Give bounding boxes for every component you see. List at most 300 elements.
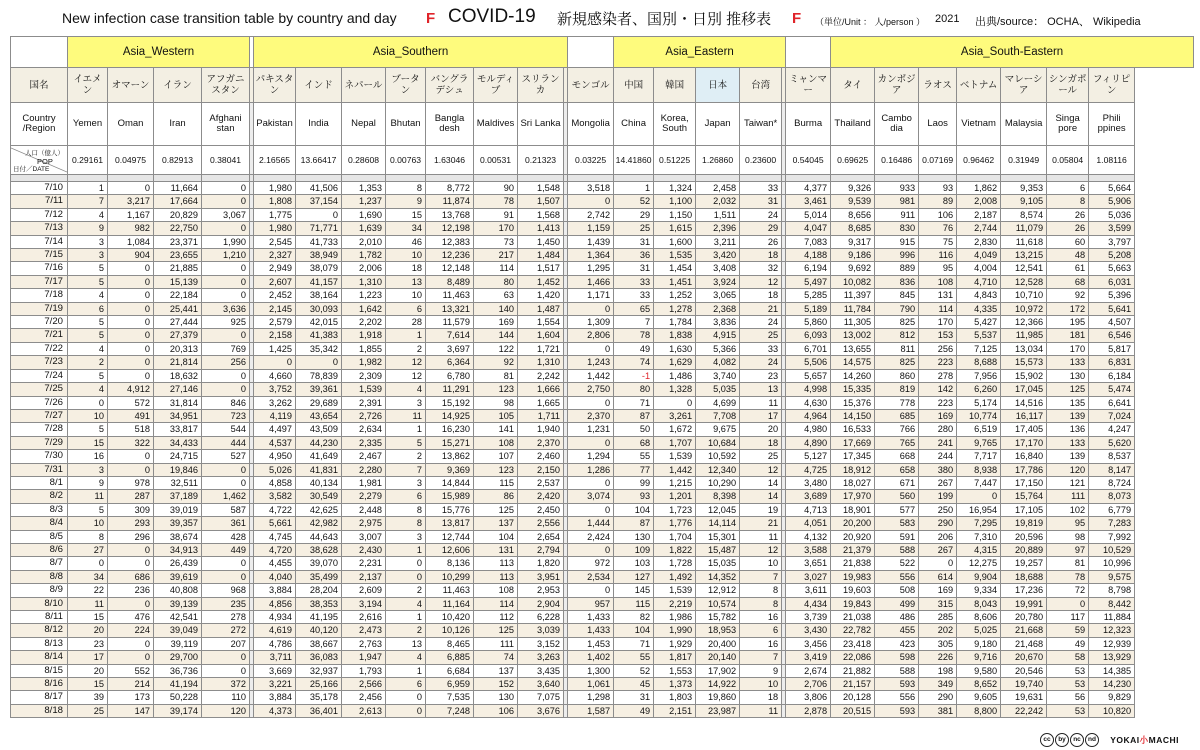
case-count-cell: 1,300 <box>568 664 614 677</box>
case-count-cell: 2,450 <box>518 503 564 516</box>
case-count-cell: 8 <box>386 182 426 195</box>
case-count-cell: 6,031 <box>1089 275 1135 288</box>
case-count-cell: 42,625 <box>296 503 342 516</box>
case-count-cell: 4,537 <box>254 436 296 449</box>
case-count-cell: 144 <box>474 329 518 342</box>
case-count-cell: 3,797 <box>1089 235 1135 248</box>
case-count-cell: 3,636 <box>202 302 250 315</box>
case-count-cell: 7 <box>740 570 782 583</box>
case-count-cell: 95 <box>919 262 957 275</box>
case-count-cell: 4,745 <box>254 530 296 543</box>
case-count-cell: 9 <box>68 222 108 235</box>
case-count-cell: 141 <box>474 423 518 436</box>
case-count-cell: 2 <box>386 624 426 637</box>
brand-left: YOKAI <box>1110 735 1140 745</box>
date-cell: 8/9 <box>11 584 68 597</box>
date-cell: 7/16 <box>11 262 68 275</box>
case-count-cell: 21,838 <box>831 557 875 570</box>
case-count-cell: 0 <box>296 356 342 369</box>
region-label: Asia_South-Eastern <box>831 37 1194 68</box>
brand-right: MACHI <box>1148 735 1180 745</box>
spacer-cell <box>568 175 614 182</box>
case-count-cell: 130 <box>474 691 518 704</box>
case-count-cell: 49 <box>1047 637 1089 650</box>
case-count-cell: 80 <box>474 275 518 288</box>
case-count-cell: 1,286 <box>568 463 614 476</box>
case-count-cell: 486 <box>875 611 919 624</box>
case-count-cell: 2,448 <box>342 503 386 516</box>
case-count-cell: 5,506 <box>786 356 831 369</box>
case-count-cell: 2,763 <box>342 637 386 650</box>
license-footer <box>1040 733 1179 747</box>
case-count-cell: 4,373 <box>254 704 296 717</box>
case-count-cell: 7,248 <box>426 704 474 717</box>
table-row <box>11 262 1194 275</box>
population-value: 2.16565 <box>254 146 296 175</box>
case-count-cell: 0 <box>108 463 154 476</box>
case-count-cell: 2,137 <box>342 570 386 583</box>
case-count-cell: 3,261 <box>654 409 696 422</box>
case-count-cell: 10,684 <box>696 436 740 449</box>
case-count-cell: 1,100 <box>654 195 696 208</box>
case-count-cell: 3,582 <box>254 490 296 503</box>
table-row <box>11 342 1194 355</box>
case-count-cell: 19,257 <box>1001 557 1047 570</box>
case-count-cell: 6,959 <box>426 678 474 691</box>
population-value: 0.96462 <box>957 146 1001 175</box>
case-count-cell: 12,045 <box>696 503 740 516</box>
case-count-cell: 75 <box>919 235 957 248</box>
group-separator <box>568 37 614 68</box>
case-count-cell: 925 <box>202 316 250 329</box>
case-count-cell: 72 <box>1047 584 1089 597</box>
row-label-country-en: Country /Region <box>11 103 68 146</box>
case-count-cell: 3,430 <box>786 624 831 637</box>
case-count-cell: 1,615 <box>654 222 696 235</box>
case-count-cell: 3,924 <box>696 275 740 288</box>
case-count-cell: 39,049 <box>154 624 202 637</box>
case-count-cell: 1,373 <box>654 678 696 691</box>
case-count-cell: 7 <box>68 195 108 208</box>
case-count-cell: 3,740 <box>696 369 740 382</box>
case-count-cell: 1 <box>68 182 108 195</box>
spacer-cell <box>426 175 474 182</box>
case-count-cell: 5,285 <box>786 289 831 302</box>
case-count-cell: 97 <box>1047 543 1089 556</box>
case-count-cell: 1,784 <box>654 316 696 329</box>
case-count-cell: 2,607 <box>254 275 296 288</box>
country-jp-name: 韓国 <box>654 68 696 103</box>
case-count-cell: 21,157 <box>831 678 875 691</box>
case-count-cell: 169 <box>919 584 957 597</box>
case-count-cell: 0 <box>108 289 154 302</box>
case-count-cell: 25,441 <box>154 302 202 315</box>
country-en-name: Phili ppines <box>1089 103 1135 146</box>
case-count-cell: 23 <box>740 369 782 382</box>
case-count-cell: 1,707 <box>654 436 696 449</box>
case-count-cell: 137 <box>474 664 518 677</box>
case-count-cell: 449 <box>202 543 250 556</box>
title-flag-right: F <box>792 10 802 27</box>
country-jp-name: マレーシア <box>1001 68 1047 103</box>
case-count-cell: 1,642 <box>342 302 386 315</box>
brand-mid: 小 <box>1139 735 1149 745</box>
case-count-cell: 2,335 <box>342 436 386 449</box>
case-count-cell: 3 <box>386 476 426 489</box>
case-count-cell: 5,189 <box>786 302 831 315</box>
case-count-cell: 0 <box>202 289 250 302</box>
case-count-cell: 1,986 <box>654 611 696 624</box>
case-count-cell: 4,915 <box>696 329 740 342</box>
case-count-cell: 5,427 <box>957 316 1001 329</box>
population-value: 0.29161 <box>68 146 108 175</box>
case-count-cell: 1,353 <box>342 182 386 195</box>
table-row <box>11 195 1194 208</box>
country-en-name: Vietnam <box>957 103 1001 146</box>
case-count-cell: 78 <box>1047 570 1089 583</box>
case-count-cell: 18 <box>740 249 782 262</box>
country-en-name: Korea, South <box>654 103 696 146</box>
case-count-cell: 74 <box>614 356 654 369</box>
date-cell: 8/7 <box>11 557 68 570</box>
case-count-cell: 0 <box>202 275 250 288</box>
case-count-cell: 24,715 <box>154 450 202 463</box>
case-count-cell: 15,487 <box>696 543 740 556</box>
case-count-cell: 0 <box>108 275 154 288</box>
case-count-cell: 4,912 <box>108 383 154 396</box>
case-count-cell: 1,484 <box>518 249 564 262</box>
case-count-cell: 55 <box>614 450 654 463</box>
case-count-cell: 860 <box>875 369 919 382</box>
case-count-cell: 11 <box>386 409 426 422</box>
population-value: 0.04975 <box>108 146 154 175</box>
case-count-cell: 1,402 <box>568 651 614 664</box>
case-count-cell: 0 <box>568 584 614 597</box>
case-count-cell: 1,782 <box>342 249 386 262</box>
case-count-cell: 825 <box>875 356 919 369</box>
case-count-cell: 4,119 <box>254 409 296 422</box>
case-count-cell: 108 <box>474 584 518 597</box>
case-count-cell: 8,147 <box>1089 463 1135 476</box>
case-count-cell: 593 <box>875 678 919 691</box>
case-count-cell: 3,074 <box>568 490 614 503</box>
case-count-cell: 1,167 <box>108 208 154 221</box>
case-count-cell: 105 <box>474 409 518 422</box>
case-count-cell: 71 <box>614 637 654 650</box>
case-count-cell: 8,652 <box>957 678 1001 691</box>
table-row <box>11 557 1194 570</box>
population-value: 13.66417 <box>296 146 342 175</box>
case-count-cell: 4,051 <box>786 517 831 530</box>
case-count-cell: 3,263 <box>518 651 564 664</box>
case-count-cell: 1,223 <box>342 289 386 302</box>
case-count-cell: 9,180 <box>957 637 1001 650</box>
case-count-cell: 15 <box>68 436 108 449</box>
case-count-cell: 15,035 <box>696 557 740 570</box>
table-row <box>11 651 1194 664</box>
date-cell: 7/27 <box>11 409 68 422</box>
case-count-cell: 9,575 <box>1089 570 1135 583</box>
table-row <box>11 302 1194 315</box>
date-cell: 8/12 <box>11 624 68 637</box>
case-count-cell: 8 <box>740 584 782 597</box>
case-count-cell: 278 <box>202 611 250 624</box>
case-count-cell: 4,710 <box>957 275 1001 288</box>
table-row <box>11 530 1194 543</box>
country-jp-name: イエメン <box>68 68 108 103</box>
case-count-cell: 3,640 <box>518 678 564 691</box>
population-value: 0.38041 <box>202 146 250 175</box>
case-count-cell: 17,170 <box>1001 436 1047 449</box>
case-count-cell: 12,939 <box>1089 637 1135 650</box>
date-cell: 7/28 <box>11 423 68 436</box>
case-count-cell: 104 <box>474 530 518 543</box>
case-count-cell: 11 <box>740 396 782 409</box>
case-count-cell: 22,242 <box>1001 704 1047 717</box>
case-count-cell: 14,352 <box>696 570 740 583</box>
case-count-cell: 1,711 <box>518 409 564 422</box>
case-count-cell: 957 <box>568 597 614 610</box>
case-count-cell: 6 <box>1047 182 1089 195</box>
date-cell: 8/6 <box>11 543 68 556</box>
region-label: Asia_Western <box>68 37 250 68</box>
date-cell: 8/11 <box>11 611 68 624</box>
case-count-cell: 9,186 <box>831 249 875 262</box>
case-count-cell: 3,739 <box>786 611 831 624</box>
table-row <box>11 704 1194 717</box>
date-cell: 7/19 <box>11 302 68 315</box>
case-count-cell: 20,889 <box>1001 543 1047 556</box>
case-count-cell: 587 <box>202 503 250 516</box>
case-count-cell: 1,600 <box>654 235 696 248</box>
case-count-cell: 123 <box>474 463 518 476</box>
case-count-cell: 17 <box>740 409 782 422</box>
case-count-cell: 0 <box>568 476 614 489</box>
case-count-cell: 1,444 <box>568 517 614 530</box>
case-count-cell: 0 <box>296 208 342 221</box>
case-count-cell: 2,231 <box>342 557 386 570</box>
case-count-cell: 19,603 <box>831 584 875 597</box>
case-count-cell: 12,744 <box>426 530 474 543</box>
case-count-cell: 2,158 <box>254 329 296 342</box>
country-jp-row <box>11 68 1194 103</box>
population-value: 0.05804 <box>1047 146 1089 175</box>
case-count-cell: 76 <box>919 222 957 235</box>
case-count-cell: 9,326 <box>831 182 875 195</box>
case-count-cell: 1,817 <box>654 651 696 664</box>
title-english: New infection case transition table by country and day <box>62 10 397 26</box>
case-count-cell: 20,515 <box>831 704 875 717</box>
case-count-cell: 1,990 <box>202 235 250 248</box>
case-count-cell: 0 <box>654 396 696 409</box>
case-count-cell: 217 <box>474 249 518 262</box>
case-count-cell: 78 <box>614 329 654 342</box>
case-count-cell: 68 <box>614 436 654 449</box>
case-count-cell: 108 <box>474 436 518 449</box>
population-value: 1.63046 <box>426 146 474 175</box>
case-count-cell: 0 <box>568 342 614 355</box>
case-count-cell: 1,929 <box>654 637 696 650</box>
case-count-cell: 15,989 <box>426 490 474 503</box>
case-count-cell: 552 <box>108 664 154 677</box>
case-count-cell: 16,230 <box>426 423 474 436</box>
date-cell: 7/22 <box>11 342 68 355</box>
case-count-cell: 78,839 <box>296 369 342 382</box>
case-count-cell: 110 <box>202 691 250 704</box>
case-count-cell: 9,605 <box>957 691 1001 704</box>
case-count-cell: 296 <box>108 530 154 543</box>
case-count-cell: 766 <box>875 423 919 436</box>
case-count-cell: 4 <box>386 597 426 610</box>
case-count-cell: 15,573 <box>1001 356 1047 369</box>
case-count-cell: 8 <box>386 517 426 530</box>
case-count-cell: 8,724 <box>1089 476 1135 489</box>
population-value: 0.23600 <box>740 146 782 175</box>
case-count-cell: 52 <box>614 664 654 677</box>
case-count-cell: 4 <box>386 383 426 396</box>
group-separator <box>786 37 831 68</box>
case-count-cell: 5,025 <box>957 624 1001 637</box>
case-count-cell: 1 <box>386 611 426 624</box>
case-count-cell: 11,664 <box>154 182 202 195</box>
case-count-cell: 2,391 <box>342 396 386 409</box>
case-count-cell: 4,725 <box>786 463 831 476</box>
case-count-cell: 19,991 <box>1001 597 1047 610</box>
case-count-cell: 1,084 <box>108 235 154 248</box>
case-count-cell: 2,242 <box>518 369 564 382</box>
case-count-cell: 13,817 <box>426 517 474 530</box>
case-count-cell: 2,370 <box>518 436 564 449</box>
case-count-cell: 2,151 <box>654 704 696 717</box>
case-count-cell: 1,535 <box>654 249 696 262</box>
case-count-cell: 16,840 <box>1001 450 1047 463</box>
case-count-cell: 13,215 <box>1001 249 1047 262</box>
case-count-cell: 4,856 <box>254 597 296 610</box>
case-count-cell: 1,808 <box>254 195 296 208</box>
case-count-cell: 290 <box>919 691 957 704</box>
case-count-cell: 4,047 <box>786 222 831 235</box>
case-count-cell: 972 <box>568 557 614 570</box>
case-count-cell: 44,230 <box>296 436 342 449</box>
case-count-cell: 33 <box>614 275 654 288</box>
case-count-cell: 53 <box>1047 704 1089 717</box>
case-count-cell: 31 <box>740 195 782 208</box>
case-count-cell: 130 <box>614 530 654 543</box>
case-count-cell: 10 <box>68 409 108 422</box>
case-count-cell: 572 <box>108 396 154 409</box>
case-count-cell: 3,711 <box>254 651 296 664</box>
case-count-cell: 36,083 <box>296 651 342 664</box>
table-row <box>11 503 1194 516</box>
case-count-cell: 19,631 <box>1001 691 1047 704</box>
case-count-cell: 6,260 <box>957 383 1001 396</box>
case-count-cell: 4,507 <box>1089 316 1135 329</box>
case-count-cell: 45 <box>614 678 654 691</box>
case-count-cell: 2,706 <box>786 678 831 691</box>
case-count-cell: 121 <box>1047 476 1089 489</box>
spacer-cell <box>342 175 386 182</box>
case-count-cell: 135 <box>1047 396 1089 409</box>
cc-nd-icon: nd <box>1085 733 1099 747</box>
case-count-cell: 9,765 <box>957 436 1001 449</box>
case-count-cell: 2,467 <box>342 450 386 463</box>
case-count-cell: 20,128 <box>831 691 875 704</box>
case-count-cell: 9,580 <box>957 664 1001 677</box>
case-count-cell: 170 <box>474 222 518 235</box>
date-cell: 7/10 <box>11 182 68 195</box>
case-count-cell: 17,150 <box>1001 476 1047 489</box>
case-count-cell: 591 <box>875 530 919 543</box>
country-jp-name: タイ <box>831 68 875 103</box>
case-count-cell: 1,243 <box>568 356 614 369</box>
case-count-cell: 4,720 <box>254 543 296 556</box>
case-count-cell: 1 <box>386 329 426 342</box>
case-count-cell: 811 <box>875 342 919 355</box>
case-count-cell: 4,132 <box>786 530 831 543</box>
case-count-cell: 3 <box>68 235 108 248</box>
case-count-cell: 6,701 <box>786 342 831 355</box>
case-count-cell: 44,643 <box>296 530 342 543</box>
case-count-cell: 968 <box>202 584 250 597</box>
case-count-cell: 36,401 <box>296 704 342 717</box>
case-count-cell: 0 <box>108 637 154 650</box>
case-count-cell: 1,940 <box>518 423 564 436</box>
case-count-cell: 244 <box>919 450 957 463</box>
case-count-cell: 5,366 <box>696 342 740 355</box>
case-count-cell: 1,364 <box>568 249 614 262</box>
case-count-cell: 18 <box>740 436 782 449</box>
population-value: 1.26860 <box>696 146 740 175</box>
case-count-cell: 4,843 <box>957 289 1001 302</box>
population-row <box>11 146 1194 175</box>
case-count-cell: 26 <box>740 235 782 248</box>
case-count-cell: 1,425 <box>254 342 296 355</box>
case-count-cell: 18 <box>740 691 782 704</box>
case-count-cell: 6,194 <box>786 262 831 275</box>
case-count-cell: 4,890 <box>786 436 831 449</box>
case-count-cell: 32 <box>740 262 782 275</box>
case-count-cell: 285 <box>919 611 957 624</box>
case-count-cell: 223 <box>919 396 957 409</box>
case-count-cell: 21,379 <box>831 543 875 556</box>
population-value: 0.00763 <box>386 146 426 175</box>
case-count-cell: 686 <box>108 570 154 583</box>
case-count-cell: 15,139 <box>154 275 202 288</box>
case-count-cell: 846 <box>202 396 250 409</box>
table-row <box>11 182 1194 195</box>
case-count-cell: 499 <box>875 597 919 610</box>
case-count-cell: 1,442 <box>568 369 614 382</box>
country-jp-name: シンガポール <box>1047 68 1089 103</box>
case-count-cell: 1,507 <box>518 195 564 208</box>
case-count-cell: 2,613 <box>342 704 386 717</box>
case-count-cell: 41,506 <box>296 182 342 195</box>
case-count-cell: 2,309 <box>342 369 386 382</box>
case-count-cell: 8,537 <box>1089 450 1135 463</box>
case-count-cell: 0 <box>108 316 154 329</box>
case-count-cell: 17,405 <box>1001 423 1047 436</box>
case-count-cell: 40,120 <box>296 624 342 637</box>
case-count-cell: 21 <box>740 517 782 530</box>
case-count-cell: 1,981 <box>342 476 386 489</box>
case-count-cell: 78 <box>474 195 518 208</box>
case-count-cell: 38,164 <box>296 289 342 302</box>
case-count-cell: 169 <box>474 316 518 329</box>
region-label: Asia_Eastern <box>614 37 786 68</box>
case-count-cell: 933 <box>875 182 919 195</box>
case-count-cell: 12 <box>386 369 426 382</box>
case-count-cell: 139 <box>1047 450 1089 463</box>
